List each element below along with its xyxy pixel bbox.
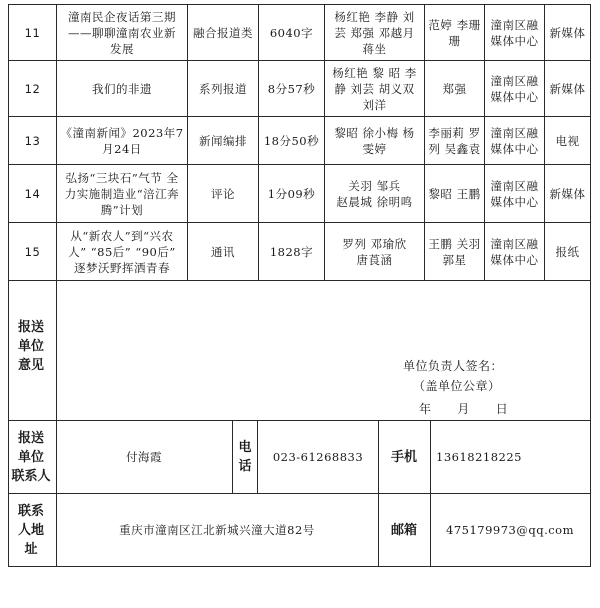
table-rule-horizontal: [8, 566, 591, 567]
row-number: 11: [24, 25, 41, 40]
work-title: 我们的非遗: [92, 81, 152, 96]
work-editors: 范婷 李珊 珊: [428, 17, 481, 48]
table-rule-horizontal: [8, 280, 591, 281]
work-authors: 杨红艳 黎 昭 李 静 刘芸 胡义双 刘洋: [332, 65, 417, 112]
contact-name: 付海霞: [126, 450, 162, 464]
submitting-unit: 潼南区融 媒体中心: [490, 125, 539, 156]
table-rule-vertical: [430, 493, 431, 566]
work-editors: 王鹏 关羽 郭星: [428, 236, 481, 267]
publish-medium: 报纸: [555, 244, 580, 259]
row-number: 13: [24, 133, 41, 148]
work-length: 1828字: [269, 244, 314, 259]
work-authors: 关羽 邹兵 赵晨城 徐明鸣: [336, 178, 413, 209]
phone-label: 电 话: [238, 440, 252, 474]
work-type: 融合报道类: [193, 25, 253, 40]
signature-prompt: 单位负责人签名：: [403, 359, 504, 373]
work-type: 通讯: [211, 244, 235, 259]
submitting-unit: 潼南区融 媒体中心: [490, 178, 539, 209]
work-length: 18分50秒: [263, 133, 320, 148]
phone-value: 023-61268833: [272, 450, 364, 464]
work-length: 6040字: [269, 25, 314, 40]
work-title: 潼南民企夜话第三期 ——聊聊潼南农业新 发展: [68, 9, 176, 56]
work-authors: 杨红艳 李静 刘 芸 郑强 邓越月 蒋坐: [334, 9, 415, 56]
address-label: 联系 人地 址: [17, 503, 44, 557]
work-editors: 李丽莉 罗 列 吴鑫袁: [428, 125, 481, 156]
email-value: 475179973@qq.com: [446, 523, 574, 537]
row-number: 12: [24, 81, 41, 96]
address-value: 重庆市潼南区江北新城兴潼大道82号: [119, 523, 315, 537]
seal-prompt: （盖单位公章）: [413, 379, 501, 393]
publish-medium: 电视: [555, 133, 580, 148]
date-prompt: 年 月 日: [419, 402, 509, 416]
row-number: 15: [24, 244, 41, 259]
contact-label: 报送 单位 联系人: [11, 430, 51, 484]
work-title: 从“新农人”到“兴农 人” “85后” “90后” 逐梦沃野挥洒青春: [68, 228, 176, 275]
publish-medium: 新媒体: [549, 25, 586, 40]
work-type: 系列报道: [199, 81, 247, 96]
work-authors: 黎昭 徐小梅 杨 雯婷: [334, 125, 415, 156]
work-type: 评论: [211, 186, 235, 201]
work-authors: 罗列 邓瑜欣 唐莨涵: [342, 236, 407, 267]
publish-medium: 新媒体: [549, 81, 586, 96]
mobile-value: 13618218225: [436, 450, 522, 464]
submitting-unit: 潼南区融 媒体中心: [490, 73, 539, 104]
publish-medium: 新媒体: [549, 186, 586, 201]
work-title: 弘扬“三块石”气节 全 力实施制造业“涪江奔 腾”计划: [64, 170, 180, 217]
opinion-label: 报送 单位 意见: [17, 319, 44, 373]
work-length: 8分57秒: [267, 81, 316, 96]
table-rule-vertical: [430, 420, 431, 493]
submitting-unit: 潼南区融 媒体中心: [490, 17, 539, 48]
email-label: 邮箱: [390, 522, 417, 538]
table-rule-vertical: [590, 4, 591, 566]
mobile-label: 手机: [390, 449, 417, 465]
work-editors: 郑强: [442, 81, 467, 96]
work-type: 新闻编排: [199, 133, 247, 148]
row-number: 14: [24, 186, 41, 201]
submitting-unit: 潼南区融 媒体中心: [490, 236, 539, 267]
work-editors: 黎昭 王鹏: [428, 186, 481, 201]
work-title: 《潼南新闻》2023年7 月24日: [60, 125, 184, 156]
work-length: 1分09秒: [267, 186, 316, 201]
table-rule-vertical: [56, 280, 57, 420]
